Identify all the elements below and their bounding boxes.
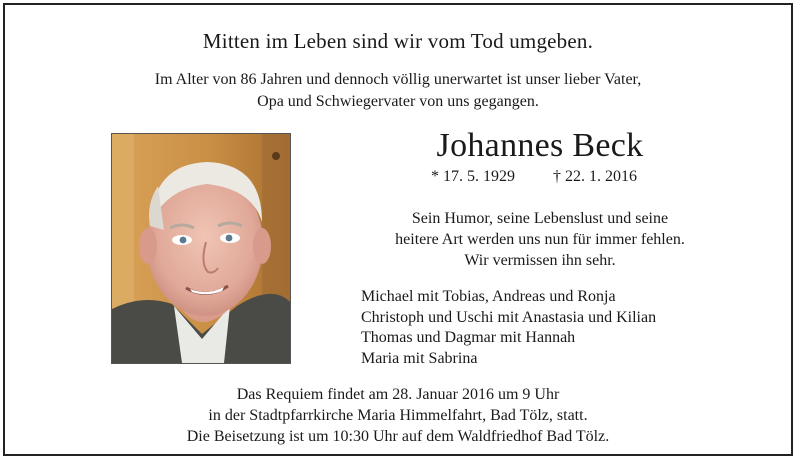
quote-line: heitere Art werden uns nun für immer fehlen. — [395, 231, 685, 248]
birth-date: * 17. 5. 1929 — [431, 168, 515, 185]
portrait-image — [112, 134, 290, 363]
intro-text — [5, 69, 791, 113]
death-date: † 22. 1. 2016 — [553, 168, 637, 185]
quote-line: Sein Humor, seine Lebenslust und seine — [411, 210, 669, 227]
service-info — [5, 384, 791, 447]
intro-line: Im Alter von 86 Jahren und dennoch völlig unerwartet ist unser lieber Vater, — [154, 71, 642, 88]
portrait-photo — [111, 133, 291, 364]
service-line: Die Beisetzung ist um 10:30 Uhr auf dem Waldfriedhof Bad Tölz. — [186, 428, 610, 445]
mourner-entry: Thomas und Dagmar mit Hannah — [361, 329, 576, 346]
mourner-entry: Christoph und Uschi mit Anastasia und Kilian — [361, 308, 657, 326]
service-line: in der Stadtpfarrkirche Maria Himmelfahrt, Bad Tölz, statt. — [208, 407, 588, 424]
mourners-list — [361, 287, 656, 369]
obituary-notice — [3, 3, 793, 456]
mourner-entry: Maria mit Sabrina — [361, 349, 478, 367]
mourner-entry: Michael mit Tobias, Andreas und Ronja — [361, 288, 616, 305]
intro-line: Opa und Schwiegervater von uns gegangen. — [257, 93, 539, 110]
service-line: Das Requiem findet am 28. Januar 2016 um 9 Uhr — [236, 386, 560, 403]
quote-line: Wir vermissen ihn sehr. — [464, 252, 616, 269]
memorial-quote — [345, 208, 735, 271]
motto-heading: Mitten im Leben sind wir vom Tod umgeben. — [202, 29, 594, 53]
deceased-name: Johannes Beck — [436, 127, 644, 164]
